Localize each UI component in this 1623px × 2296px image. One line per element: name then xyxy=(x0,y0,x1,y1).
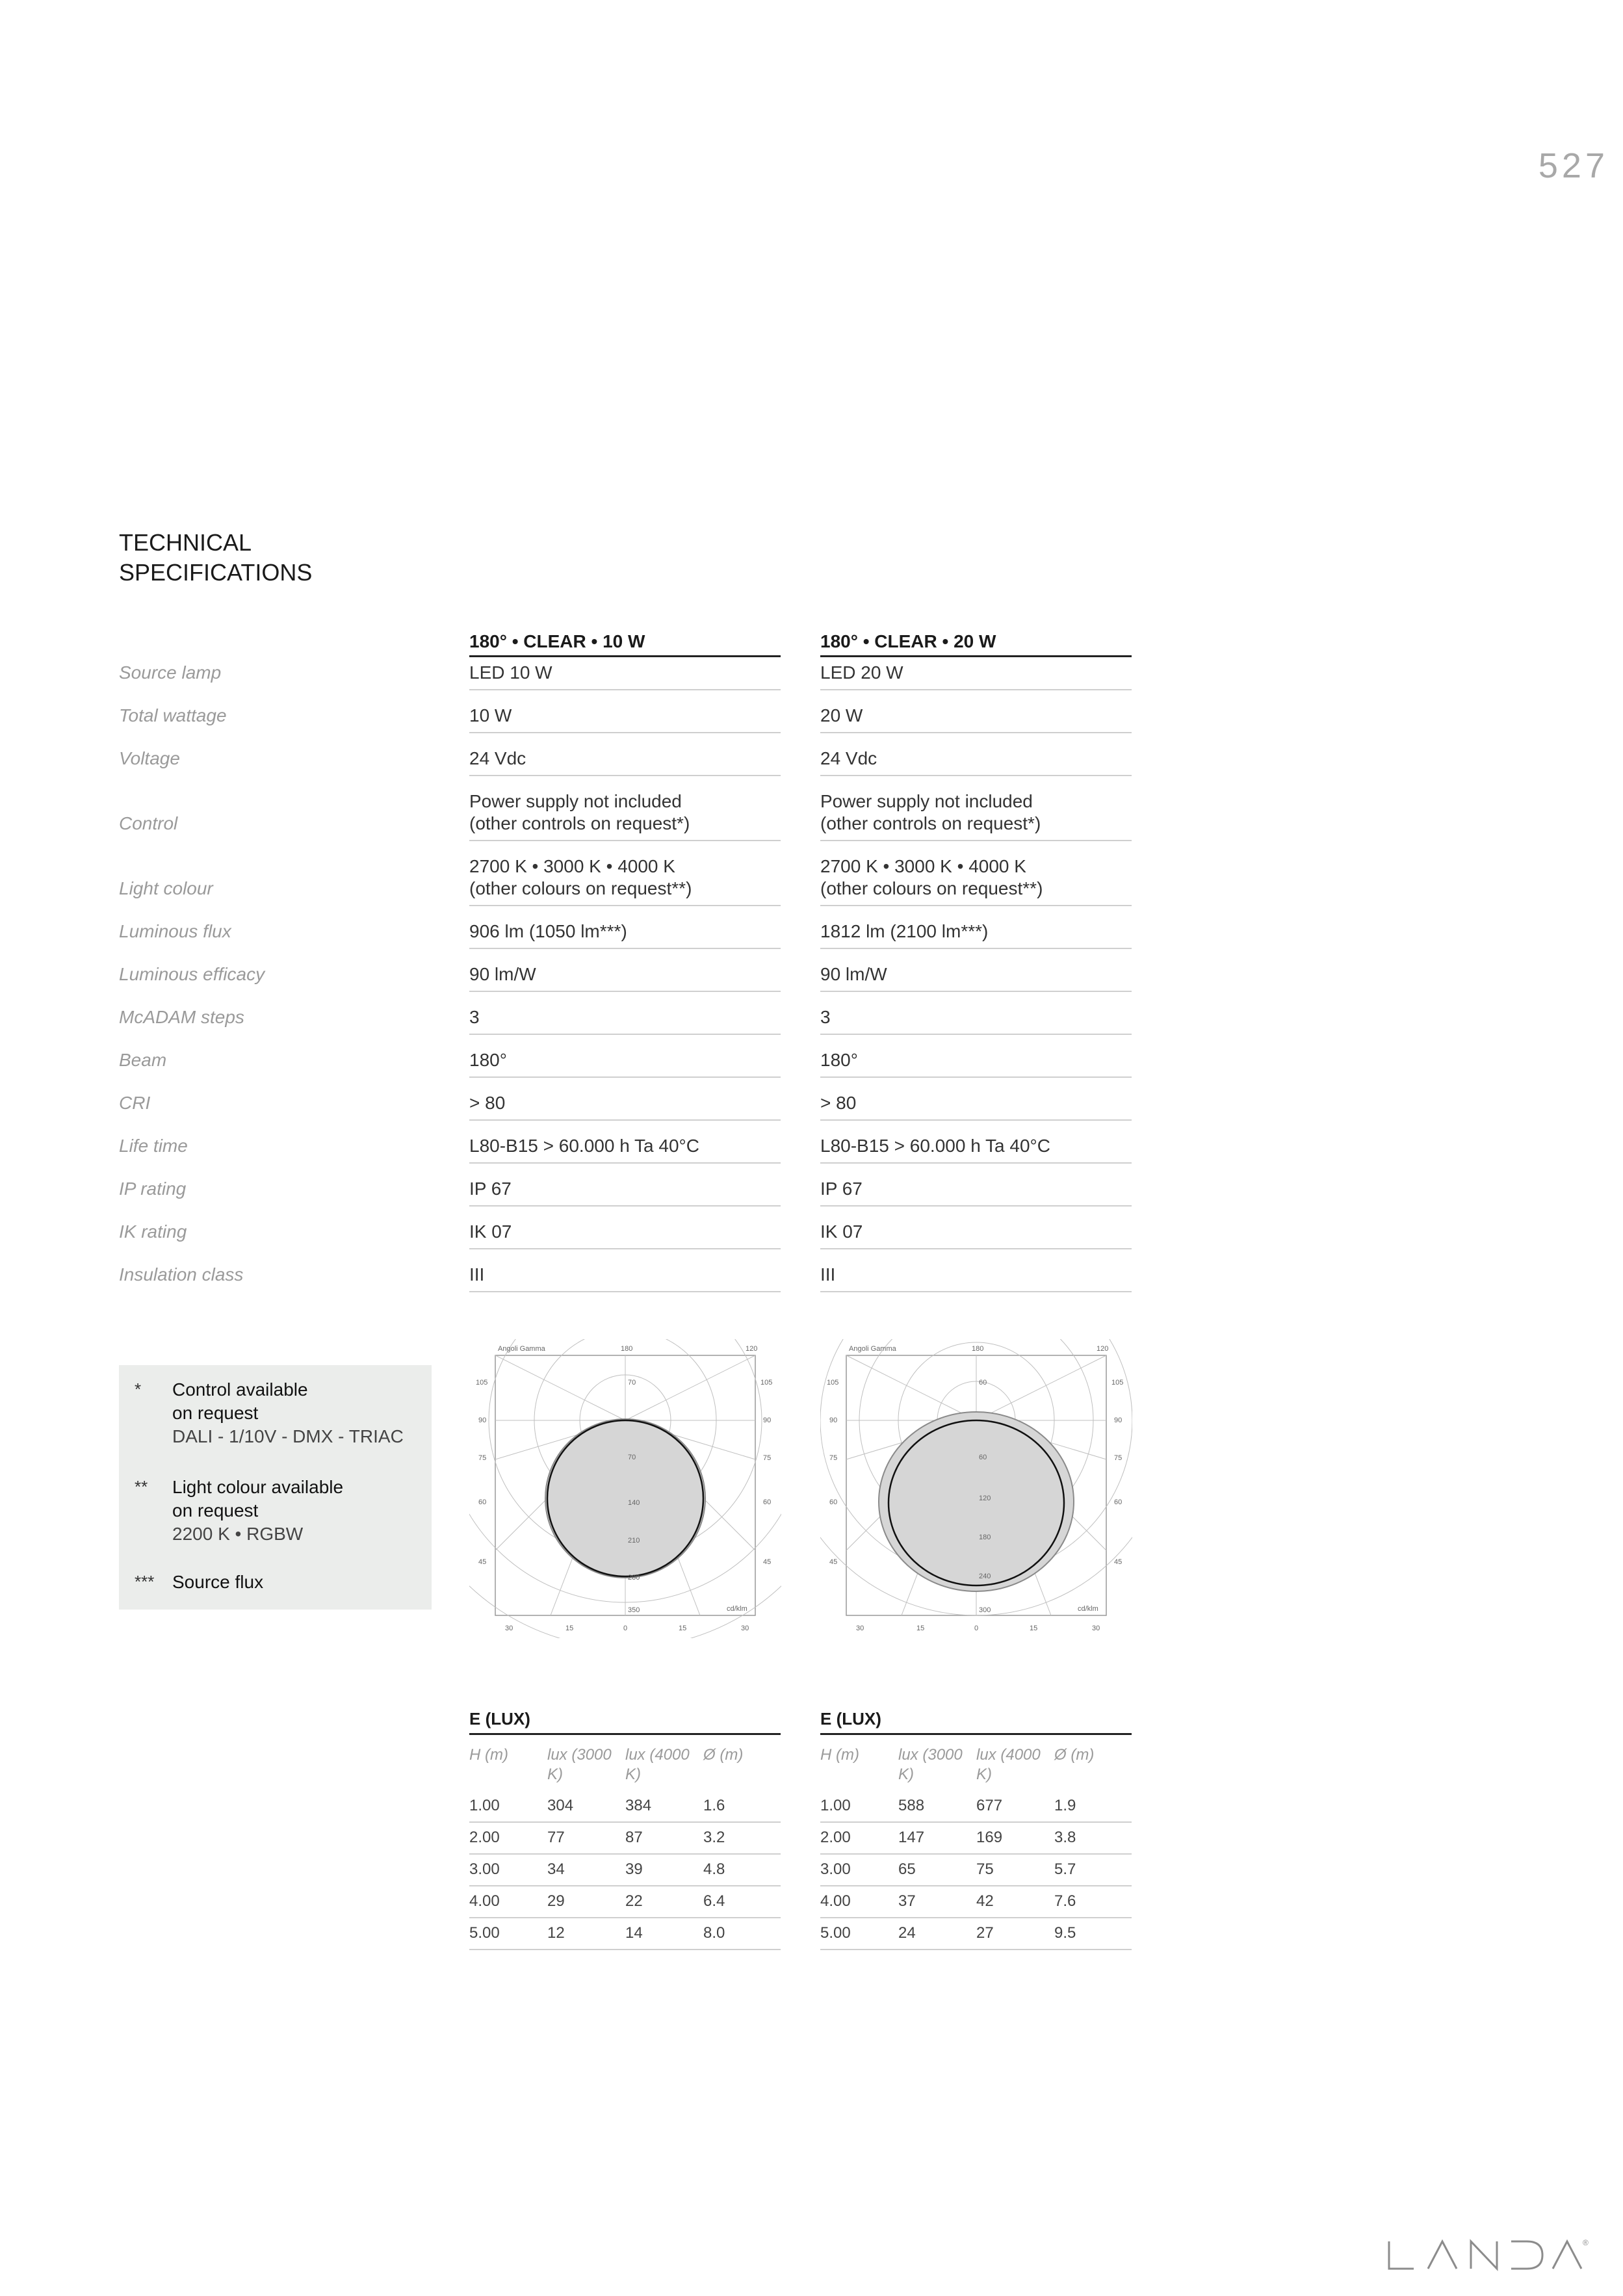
cell-diameter: 9.5 xyxy=(1054,1924,1076,1942)
distribution-curve-fill xyxy=(545,1419,705,1578)
tick-label-side: 105 xyxy=(1111,1379,1124,1387)
value-ip-rating: IP 67 xyxy=(469,1178,781,1207)
value-light-colour-line2: (other colours on request**) xyxy=(820,878,1043,898)
polar-diagram-svg xyxy=(820,1339,1132,1638)
cell-diameter: 6.4 xyxy=(703,1892,725,1910)
value-mcadam-steps: 3 xyxy=(820,1006,1132,1035)
section-title-line1: TECHNICAL xyxy=(119,529,252,556)
label-source-lamp: Source lamp xyxy=(119,662,222,683)
note-3-mark: *** xyxy=(135,1572,155,1591)
table-row xyxy=(820,1855,1132,1886)
value-luminous-flux: 906 lm (1050 lm***) xyxy=(469,920,781,949)
value-luminous-efficacy: 90 lm/W xyxy=(469,963,781,992)
lux-header-3000k: lux (3000 K) xyxy=(898,1746,963,1783)
cell-lux-3000k: 77 xyxy=(547,1829,565,1846)
lux-header-diameter: Ø (m) xyxy=(1054,1746,1095,1764)
radial-label: 210 xyxy=(628,1537,640,1545)
value-cri: > 80 xyxy=(469,1092,781,1121)
value-light-colour-line2: (other colours on request**) xyxy=(469,878,692,898)
value-insulation-class: III xyxy=(820,1264,1132,1292)
lux-header-4000k: lux (4000 K) xyxy=(625,1746,690,1783)
note-1-head-line2: on request xyxy=(172,1403,259,1423)
cell-lux-4000k: 87 xyxy=(625,1829,643,1846)
cell-diameter: 7.6 xyxy=(1054,1892,1076,1910)
label-control: Control xyxy=(119,813,178,833)
cell-lux-3000k: 147 xyxy=(898,1829,925,1846)
value-ip-rating: IP 67 xyxy=(820,1178,1132,1207)
cell-lux-4000k: 27 xyxy=(976,1924,994,1942)
notes-box xyxy=(119,1365,432,1610)
table-row xyxy=(469,1823,781,1855)
tick-label-side: 90 xyxy=(478,1416,487,1424)
value-control-line1: Power supply not included xyxy=(469,791,682,811)
cell-diameter: 8.0 xyxy=(703,1924,725,1942)
section-title xyxy=(119,528,312,588)
lux-table-10w xyxy=(469,1708,781,1950)
cell-height: 4.00 xyxy=(820,1892,851,1910)
cell-height: 1.00 xyxy=(820,1797,851,1814)
cell-lux-3000k: 12 xyxy=(547,1924,565,1942)
tick-label-bottom: 15 xyxy=(565,1624,574,1632)
note-3-head: Source flux xyxy=(172,1572,264,1592)
value-total-wattage: 20 W xyxy=(820,705,1132,733)
tick-label-top: 180 xyxy=(621,1345,633,1353)
lux-header-diameter: Ø (m) xyxy=(703,1746,744,1764)
cell-diameter: 4.8 xyxy=(703,1860,725,1878)
tick-label-bottom: 0 xyxy=(623,1624,628,1632)
note-1-sub: DALI - 1/10V - DMX - TRIAC xyxy=(172,1426,404,1446)
radial-label: 350 xyxy=(628,1606,640,1614)
column-header: 180° • CLEAR • 10 W xyxy=(469,631,781,657)
cell-lux-4000k: 42 xyxy=(976,1892,994,1910)
cell-height: 1.00 xyxy=(469,1797,500,1814)
tick-label-side: 105 xyxy=(760,1379,773,1387)
label-ip-rating: IP rating xyxy=(119,1179,187,1199)
cell-lux-3000k: 65 xyxy=(898,1860,916,1878)
tick-label-bottom: 15 xyxy=(1030,1624,1038,1632)
value-mcadam-steps: 3 xyxy=(469,1006,781,1035)
table-row xyxy=(469,1918,781,1950)
cell-lux-3000k: 588 xyxy=(898,1797,925,1814)
polar-diagram-svg xyxy=(469,1339,781,1638)
value-control xyxy=(469,790,781,841)
cell-diameter: 3.8 xyxy=(1054,1829,1076,1846)
value-source-lamp: LED 10 W xyxy=(469,662,781,690)
label-cri: CRI xyxy=(119,1093,151,1113)
tick-label-top: 120 xyxy=(746,1345,758,1353)
cell-height: 3.00 xyxy=(469,1860,500,1878)
note-2-sub: 2200 K • RGBW xyxy=(172,1524,304,1544)
table-row xyxy=(469,1855,781,1886)
page-number: 527 xyxy=(1538,146,1609,185)
cell-lux-4000k: 169 xyxy=(976,1829,1003,1846)
value-light-colour-line1: 2700 K • 3000 K • 4000 K xyxy=(820,856,1026,876)
lux-header-height: H (m) xyxy=(469,1746,508,1764)
table-row xyxy=(820,1791,1132,1823)
tick-label-side: 60 xyxy=(1114,1498,1123,1506)
value-voltage: 24 Vdc xyxy=(820,748,1132,776)
label-luminous-efficacy: Luminous efficacy xyxy=(119,964,265,984)
tick-label-side: 90 xyxy=(829,1416,838,1424)
value-life-time: L80-B15 > 60.000 h Ta 40°C xyxy=(469,1135,781,1164)
table-row xyxy=(469,1791,781,1823)
value-ik-rating: IK 07 xyxy=(469,1221,781,1249)
tick-label-side: 45 xyxy=(478,1558,487,1566)
svg-text:®: ® xyxy=(1583,2238,1589,2247)
cell-height: 4.00 xyxy=(469,1892,500,1910)
radial-label: 60 xyxy=(979,1379,987,1387)
tick-label-side: 90 xyxy=(1114,1416,1123,1424)
label-voltage: Voltage xyxy=(119,748,180,768)
radial-label: 300 xyxy=(979,1606,991,1614)
cell-height: 2.00 xyxy=(469,1829,500,1846)
polar-diagram-10w xyxy=(469,1339,781,1638)
lux-table-header xyxy=(820,1745,1132,1791)
value-total-wattage: 10 W xyxy=(469,705,781,733)
label-life-time: Life time xyxy=(119,1136,188,1156)
lux-table-title: E (LUX) xyxy=(469,1708,781,1735)
value-insulation-class: III xyxy=(469,1264,781,1292)
cell-lux-4000k: 39 xyxy=(625,1860,643,1878)
tick-label-bottom: 0 xyxy=(974,1624,979,1632)
label-insulation-class: Insulation class xyxy=(119,1264,244,1285)
cell-lux-3000k: 37 xyxy=(898,1892,916,1910)
value-control-line2: (other controls on request*) xyxy=(820,813,1041,833)
cell-height: 3.00 xyxy=(820,1860,851,1878)
lux-table-title: E (LUX) xyxy=(820,1708,1132,1735)
value-life-time: L80-B15 > 60.000 h Ta 40°C xyxy=(820,1135,1132,1164)
brand-logo xyxy=(1383,2236,1591,2275)
tick-label-side: 60 xyxy=(829,1498,838,1506)
note-2-mark: ** xyxy=(135,1477,148,1496)
tick-label-side: 105 xyxy=(827,1379,839,1387)
lux-table-20w xyxy=(820,1708,1132,1950)
value-cri: > 80 xyxy=(820,1092,1132,1121)
landa-logo-icon xyxy=(1383,2236,1591,2275)
tick-label-top: 120 xyxy=(1097,1345,1109,1353)
tick-label-bottom: 30 xyxy=(856,1624,864,1632)
cell-height: 2.00 xyxy=(820,1829,851,1846)
table-row xyxy=(820,1823,1132,1855)
cell-lux-3000k: 29 xyxy=(547,1892,565,1910)
cell-lux-4000k: 75 xyxy=(976,1860,994,1878)
section-title-line2: SPECIFICATIONS xyxy=(119,559,313,586)
cell-diameter: 1.6 xyxy=(703,1797,725,1814)
cell-lux-4000k: 22 xyxy=(625,1892,643,1910)
tick-label-side: 60 xyxy=(478,1498,487,1506)
value-light-colour-line1: 2700 K • 3000 K • 4000 K xyxy=(469,856,675,876)
table-row xyxy=(820,1918,1132,1950)
tick-label-side: 75 xyxy=(1114,1454,1123,1462)
table-row xyxy=(820,1886,1132,1918)
radial-label: 240 xyxy=(979,1572,991,1580)
radial-label: 70 xyxy=(628,1379,636,1387)
cell-lux-4000k: 677 xyxy=(976,1797,1003,1814)
lux-header-4000k: lux (4000 K) xyxy=(976,1746,1041,1783)
diagram-corner-label: Angoli Gamma xyxy=(849,1345,896,1353)
cell-diameter: 1.9 xyxy=(1054,1797,1076,1814)
cell-height: 5.00 xyxy=(469,1924,500,1942)
radial-label: 140 xyxy=(628,1499,640,1507)
label-luminous-flux: Luminous flux xyxy=(119,921,231,941)
value-source-lamp: LED 20 W xyxy=(820,662,1132,690)
tick-label-side: 75 xyxy=(478,1454,487,1462)
cell-lux-3000k: 34 xyxy=(547,1860,565,1878)
tick-label-top: 180 xyxy=(972,1345,984,1353)
note-1-mark: * xyxy=(135,1379,142,1399)
tick-label-side: 75 xyxy=(829,1454,838,1462)
lux-header-height: H (m) xyxy=(820,1746,859,1764)
label-light-colour: Light colour xyxy=(119,878,213,898)
label-beam: Beam xyxy=(119,1050,167,1070)
tick-label-side: 90 xyxy=(763,1416,772,1424)
value-ik-rating: IK 07 xyxy=(820,1221,1132,1249)
tick-label-bottom: 30 xyxy=(741,1624,749,1632)
value-light-colour xyxy=(469,855,781,906)
value-beam: 180° xyxy=(469,1049,781,1078)
tick-label-bottom: 30 xyxy=(1092,1624,1100,1632)
cell-height: 5.00 xyxy=(820,1924,851,1942)
tick-label-side: 105 xyxy=(476,1379,488,1387)
value-luminous-efficacy: 90 lm/W xyxy=(820,963,1132,992)
table-row xyxy=(469,1886,781,1918)
note-1-head-line1: Control available xyxy=(172,1379,308,1400)
tick-label-bottom: 30 xyxy=(505,1624,513,1632)
diagram-corner-label: Angoli Gamma xyxy=(498,1345,545,1353)
cell-lux-4000k: 384 xyxy=(625,1797,652,1814)
radial-label: 60 xyxy=(979,1454,987,1461)
value-control-line2: (other controls on request*) xyxy=(469,813,690,833)
label-total-wattage: Total wattage xyxy=(119,705,227,725)
cell-diameter: 5.7 xyxy=(1054,1860,1076,1878)
value-light-colour xyxy=(820,855,1132,906)
radial-label: 70 xyxy=(628,1454,636,1461)
polar-diagram-20w xyxy=(820,1339,1132,1638)
value-beam: 180° xyxy=(820,1049,1132,1078)
tick-label-side: 45 xyxy=(829,1558,838,1566)
diagram-unit-label: cd/klm xyxy=(1078,1605,1098,1613)
cell-diameter: 3.2 xyxy=(703,1829,725,1846)
column-header: 180° • CLEAR • 20 W xyxy=(820,631,1132,657)
radial-label: 120 xyxy=(979,1494,991,1502)
tick-label-side: 45 xyxy=(763,1558,772,1566)
value-voltage: 24 Vdc xyxy=(469,748,781,776)
value-control-line1: Power supply not included xyxy=(820,791,1033,811)
lux-table-header xyxy=(469,1745,781,1791)
radial-label: 280 xyxy=(628,1574,640,1582)
note-2-head-line2: on request xyxy=(172,1500,259,1520)
cell-lux-3000k: 304 xyxy=(547,1797,574,1814)
tick-label-side: 60 xyxy=(763,1498,772,1506)
cell-lux-4000k: 14 xyxy=(625,1924,643,1942)
distribution-curve-fill xyxy=(879,1412,1074,1591)
cell-lux-3000k: 24 xyxy=(898,1924,916,1942)
tick-label-bottom: 15 xyxy=(679,1624,687,1632)
tick-label-bottom: 15 xyxy=(916,1624,925,1632)
radial-label: 180 xyxy=(979,1533,991,1541)
diagram-unit-label: cd/klm xyxy=(727,1605,747,1613)
tick-label-side: 75 xyxy=(763,1454,772,1462)
label-mcadam-steps: McADAM steps xyxy=(119,1007,244,1027)
value-control xyxy=(820,790,1132,841)
tick-label-side: 45 xyxy=(1114,1558,1123,1566)
lux-header-3000k: lux (3000 K) xyxy=(547,1746,612,1783)
value-luminous-flux: 1812 lm (2100 lm***) xyxy=(820,920,1132,949)
label-ik-rating: IK rating xyxy=(119,1221,187,1242)
note-2-head-line1: Light colour available xyxy=(172,1477,344,1497)
